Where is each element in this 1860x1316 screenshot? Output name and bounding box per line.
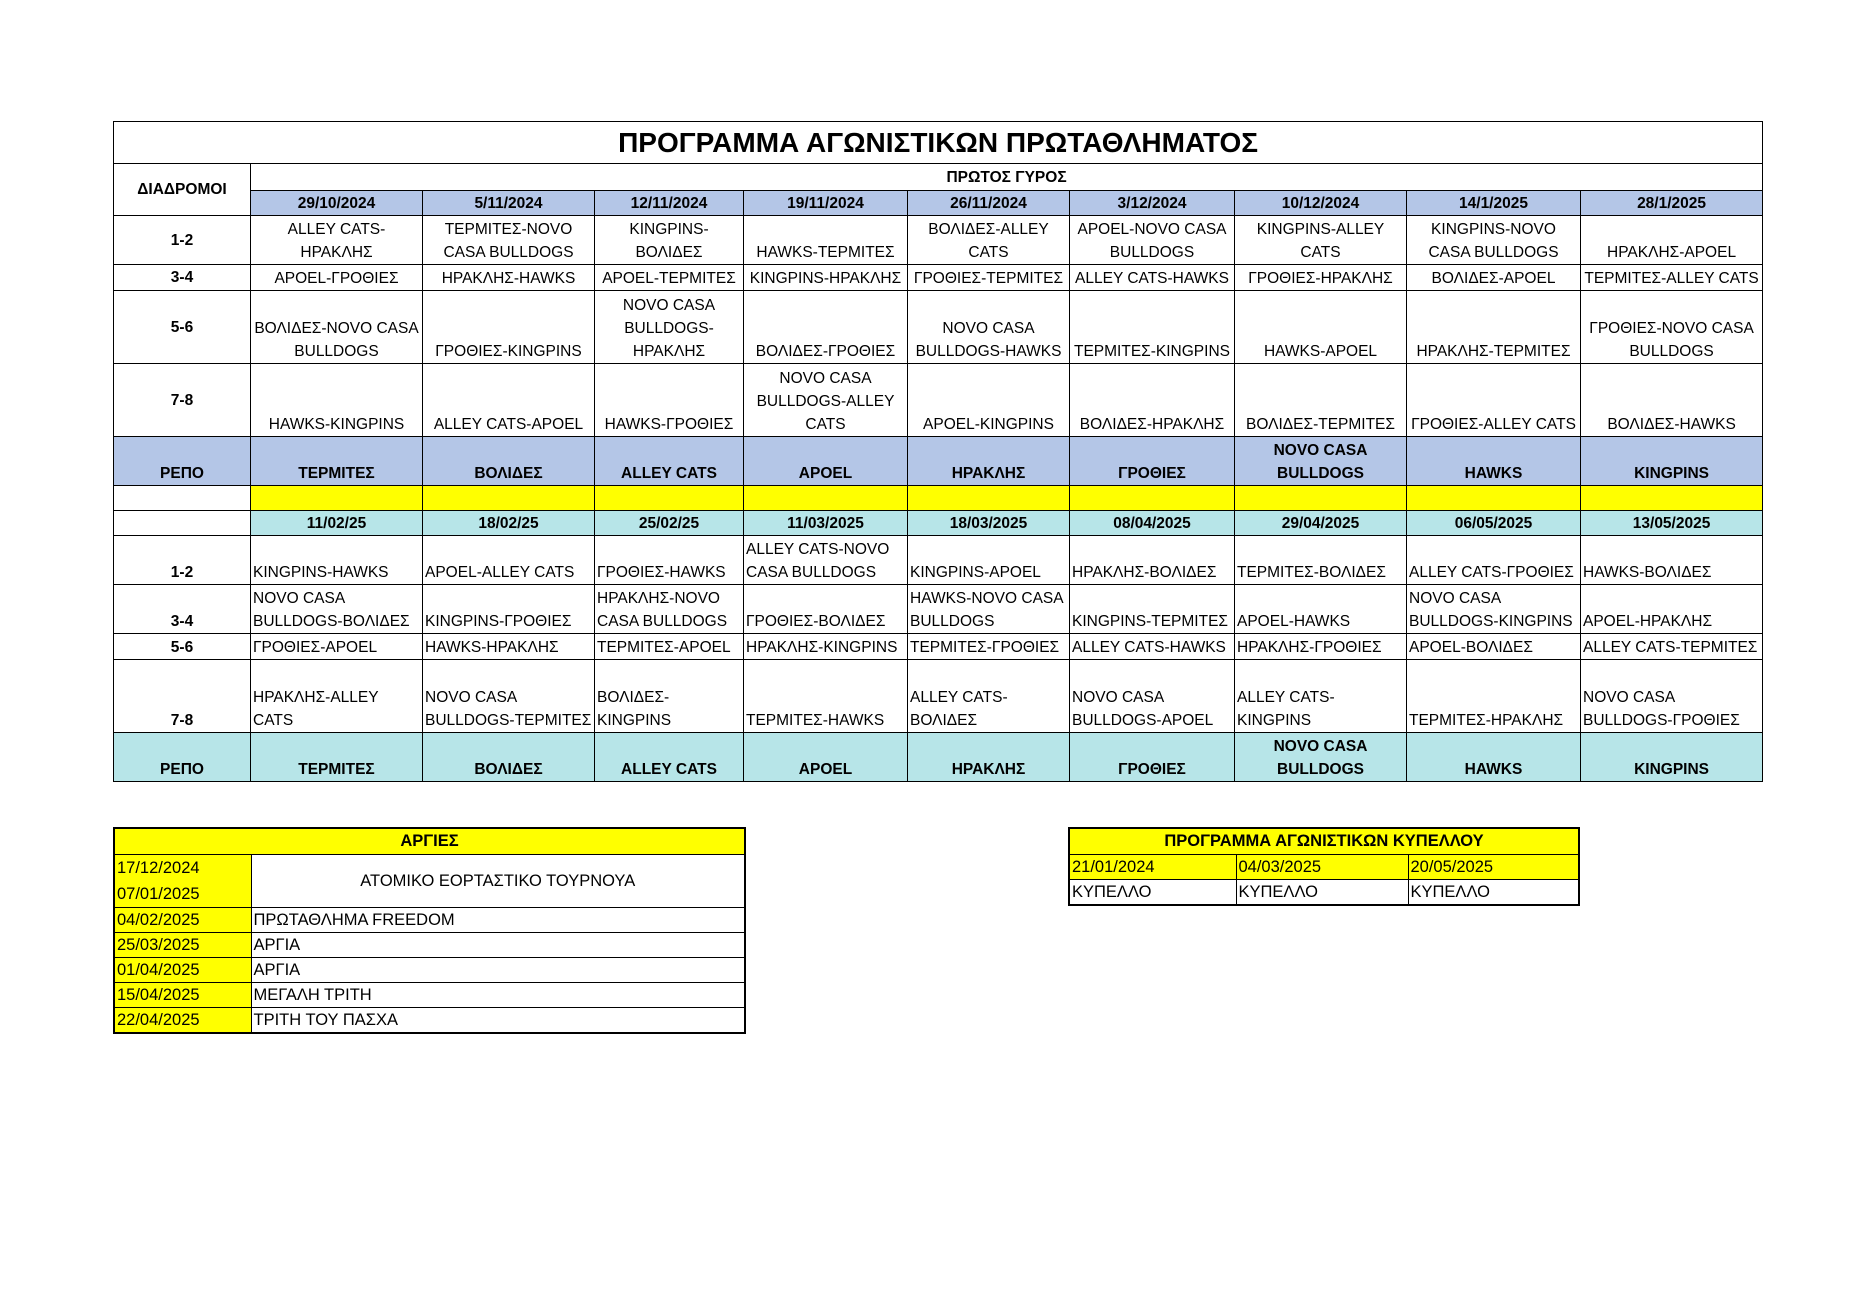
repo-row [114,437,1763,486]
match-cell: HAWKS-ΤΕΡΜΙΤΕΣ [744,216,908,265]
match-cell: ALLEY CATS-ΓΡΟΘΙΕΣ [1407,536,1581,585]
repo-team: NOVO CASA BULLDOGS [1235,733,1407,782]
repo-team: ΤΕΡΜΙΤΕΣ [251,733,423,782]
match-cell: KINGPINS-HAWKS [251,536,423,585]
match-cell: KINGPINS-APOEL [908,536,1070,585]
match-cell: KINGPINS-ΤΕΡΜΙΤΕΣ [1070,585,1235,634]
match-cell: HAWKS-ΓΡΟΘΙΕΣ [595,364,744,437]
match-cell: KINGPINS-NOVO CASA BULLDOGS [1407,216,1581,265]
match-cell: ΓΡΟΘΙΕΣ-ΤΕΡΜΙΤΕΣ [908,265,1070,291]
cup-date: 20/05/2025 [1408,855,1579,880]
repo-row [114,733,1763,782]
match-cell: NOVO CASA BULLDOGS-ALLEY CATS [744,364,908,437]
match-cell: KINGPINS-ALLEY CATS [1235,216,1407,265]
holiday-row [114,908,745,933]
cup-title: ΠΡΟΓΡΑΜΜΑ ΑΓΩΝΙΣΤΙΚΩΝ ΚΥΠΕΛΛΟΥ [1069,828,1579,855]
match-cell: ΤΕΡΜΙΤΕΣ-HAWKS [744,660,908,733]
match-cell: ΤΕΡΜΙΤΕΣ-ΗΡΑΚΛΗΣ [1407,660,1581,733]
match-cell: ΗΡΑΚΛΗΣ-ΒΟΛΙΔΕΣ [1070,536,1235,585]
match-date: 06/05/2025 [1407,511,1581,536]
match-cell: ΗΡΑΚΛΗΣ-ΓΡΟΘΙΕΣ [1235,634,1407,660]
match-date: 26/11/2024 [908,191,1070,216]
cup-date: 21/01/2024 [1069,855,1236,880]
match-cell: ALLEY CATS-KINGPINS [1235,660,1407,733]
cup-labels-row [1069,880,1579,906]
repo-team: ΤΕΡΜΙΤΕΣ [251,437,423,486]
holiday-date: 25/03/2025 [114,933,251,958]
repo-team: ΗΡΑΚΛΗΣ [908,733,1070,782]
match-date: 13/05/2025 [1581,511,1763,536]
repo-team: NOVO CASA BULLDOGS [1235,437,1407,486]
table-row [114,364,1763,437]
repo-team: KINGPINS [1581,437,1763,486]
match-date: 25/02/25 [595,511,744,536]
repo-team: KINGPINS [1581,733,1763,782]
match-cell: NOVO CASA BULLDOGS-HAWKS [908,291,1070,364]
match-cell: ΓΡΟΘΙΕΣ-HAWKS [595,536,744,585]
table-row [114,265,1763,291]
match-cell: HAWKS-KINGPINS [251,364,423,437]
league-schedule-table [113,121,1763,782]
match-cell: APOEL-ΓΡΟΘΙΕΣ [251,265,423,291]
match-cell: ΗΡΑΚΛΗΣ-HAWKS [423,265,595,291]
match-cell: ΤΕΡΜΙΤΕΣ-ΒΟΛΙΔΕΣ [1235,536,1407,585]
repo-team: HAWKS [1407,437,1581,486]
match-cell: NOVO CASA BULLDOGS-KINGPINS [1407,585,1581,634]
match-cell: ΓΡΟΘΙΕΣ-ALLEY CATS [1407,364,1581,437]
cup-label: ΚΥΠΕΛΛΟ [1408,880,1579,906]
repo-team: APOEL [744,437,908,486]
match-cell: ΓΡΟΘΙΕΣ-ΗΡΑΚΛΗΣ [1235,265,1407,291]
separator-cell [1581,486,1763,511]
separator-cell [1407,486,1581,511]
lanes-label: 3-4 [114,265,251,291]
match-cell: ΒΟΛΙΔΕΣ-HAWKS [1581,364,1763,437]
match-cell: ΒΟΛΙΔΕΣ-NOVO CASA BULLDOGS [251,291,423,364]
match-cell: ΗΡΑΚΛΗΣ-ΤΕΡΜΙΤΕΣ [1407,291,1581,364]
match-cell: ΗΡΑΚΛΗΣ-KINGPINS [744,634,908,660]
holiday-event: ΤΡΙΤΗ ΤΟΥ ΠΑΣΧΑ [251,1008,745,1034]
lanes-label: 7-8 [114,364,251,437]
holidays-title: ΑΡΓΙΕΣ [114,828,745,855]
match-cell: ΓΡΟΘΙΕΣ-APOEL [251,634,423,660]
match-date: 3/12/2024 [1070,191,1235,216]
table-row [114,291,1763,364]
holiday-row [114,983,745,1008]
lanes-label: 3-4 [114,585,251,634]
match-cell: ALLEY CATS-ΒΟΛΙΔΕΣ [908,660,1070,733]
match-date: 10/12/2024 [1235,191,1407,216]
match-date: 5/11/2024 [423,191,595,216]
match-cell: ΒΟΛΙΔΕΣ-ΗΡΑΚΛΗΣ [1070,364,1235,437]
match-date: 19/11/2024 [744,191,908,216]
round1-title: ΠΡΩΤΟΣ ΓΥΡΟΣ [251,164,1763,191]
repo-team: ΒΟΛΙΔΕΣ [423,733,595,782]
match-cell: HAWKS-ΒΟΛΙΔΕΣ [1581,536,1763,585]
match-cell: ΤΕΡΜΙΤΕΣ-APOEL [595,634,744,660]
match-date: 18/03/2025 [908,511,1070,536]
match-cell: APOEL-ALLEY CATS [423,536,595,585]
holiday-row [114,958,745,983]
match-date: 08/04/2025 [1070,511,1235,536]
lanes-label: 5-6 [114,291,251,364]
holiday-date-start: 17/12/2024 [117,859,200,877]
holiday-date: 01/04/2025 [114,958,251,983]
repo-team: APOEL [744,733,908,782]
repo-team: ΗΡΑΚΛΗΣ [908,437,1070,486]
match-cell: ALLEY CATS-ΤΕΡΜΙΤΕΣ [1581,634,1763,660]
repo-team: HAWKS [1407,733,1581,782]
match-cell: HAWKS-APOEL [1235,291,1407,364]
match-cell: APOEL-ΤΕΡΜΙΤΕΣ [595,265,744,291]
match-cell: NOVO CASA BULLDOGS-ΒΟΛΙΔΕΣ [251,585,423,634]
repo-team: ΓΡΟΘΙΕΣ [1070,733,1235,782]
match-cell: APOEL-HAWKS [1235,585,1407,634]
match-cell: APOEL-KINGPINS [908,364,1070,437]
match-cell: ΒΟΛΙΔΕΣ-ALLEY CATS [908,216,1070,265]
date-row-label [114,511,251,536]
holiday-event: ΑΤΟΜΙΚΟ ΕΟΡΤΑΣΤΙΚΟ ΤΟΥΡΝΟΥΑ [251,855,745,908]
match-cell: ΤΕΡΜΙΤΕΣ-NOVO CASA BULLDOGS [423,216,595,265]
holiday-event: ΠΡΩΤΑΘΛΗΜΑ FREEDOM [251,908,745,933]
holiday-date [114,855,251,908]
match-cell: NOVO CASA BULLDOGS-ΓΡΟΘΙΕΣ [1581,660,1763,733]
separator-cell [1235,486,1407,511]
match-cell: ALLEY CATS-ΗΡΑΚΛΗΣ [251,216,423,265]
cup-date: 04/03/2025 [1236,855,1408,880]
match-cell: ΗΡΑΚΛΗΣ-NOVO CASA BULLDOGS [595,585,744,634]
holiday-row [114,1008,745,1034]
match-cell: ΓΡΟΘΙΕΣ-NOVO CASA BULLDOGS [1581,291,1763,364]
match-cell: HAWKS-ΗΡΑΚΛΗΣ [423,634,595,660]
lanes-label: 5-6 [114,634,251,660]
match-cell: ALLEY CATS-HAWKS [1070,265,1235,291]
match-date: 11/02/25 [251,511,423,536]
separator-cell [1070,486,1235,511]
match-cell: KINGPINS-ΒΟΛΙΔΕΣ [595,216,744,265]
match-cell: ΓΡΟΘΙΕΣ-KINGPINS [423,291,595,364]
holiday-date: 15/04/2025 [114,983,251,1008]
match-cell: ΤΕΡΜΙΤΕΣ-ALLEY CATS [1581,265,1763,291]
match-date: 18/02/25 [423,511,595,536]
table-row [114,536,1763,585]
repo-team: ALLEY CATS [595,437,744,486]
match-cell: ΗΡΑΚΛΗΣ-APOEL [1581,216,1763,265]
match-date: 14/1/2025 [1407,191,1581,216]
table-row [114,585,1763,634]
table-row [114,634,1763,660]
match-cell: KINGPINS-ΓΡΟΘΙΕΣ [423,585,595,634]
match-cell: APOEL-NOVO CASA BULLDOGS [1070,216,1235,265]
table-row [114,216,1763,265]
match-cell: ΤΕΡΜΙΤΕΣ-KINGPINS [1070,291,1235,364]
repo-label: ΡΕΠΟ [114,733,251,782]
match-cell: NOVO CASA BULLDOGS-ΤΕΡΜΙΤΕΣ [423,660,595,733]
match-cell: NOVO CASA BULLDOGS-APOEL [1070,660,1235,733]
lanes-label: 7-8 [114,660,251,733]
match-cell: ΤΕΡΜΙΤΕΣ-ΓΡΟΘΙΕΣ [908,634,1070,660]
match-date: 28/1/2025 [1581,191,1763,216]
holiday-event: ΜΕΓΑΛΗ ΤΡΙΤΗ [251,983,745,1008]
match-cell: ΒΟΛΙΔΕΣ-APOEL [1407,265,1581,291]
match-cell: APOEL-ΒΟΛΙΔΕΣ [1407,634,1581,660]
separator-cell [251,486,423,511]
holidays-table [113,827,746,1034]
repo-label: ΡΕΠΟ [114,437,251,486]
lanes-label: 1-2 [114,536,251,585]
repo-team: ΒΟΛΙΔΕΣ [423,437,595,486]
match-cell: APOEL-ΗΡΑΚΛΗΣ [1581,585,1763,634]
match-date: 11/03/2025 [744,511,908,536]
cup-label: ΚΥΠΕΛΛΟ [1069,880,1236,906]
holiday-date-end: 07/01/2025 [117,885,200,903]
separator-label [114,486,251,511]
match-cell: HAWKS-NOVO CASA BULLDOGS [908,585,1070,634]
cup-schedule-table [1068,827,1580,906]
schedule-title: ΠΡΟΓΡΑΜΜΑ ΑΓΩΝΙΣΤΙΚΩΝ ΠΡΩΤΑΘΛΗΜΑΤΟΣ [114,122,1763,164]
match-cell: ALLEY CATS-HAWKS [1070,634,1235,660]
separator-row [114,486,1763,511]
separator-cell [744,486,908,511]
separator-cell [423,486,595,511]
holiday-event: ΑΡΓΙΑ [251,958,745,983]
match-cell: NOVO CASA BULLDOGS-ΗΡΑΚΛΗΣ [595,291,744,364]
holiday-date: 22/04/2025 [114,1008,251,1034]
cup-dates-row [1069,855,1579,880]
match-cell: ALLEY CATS-NOVO CASA BULLDOGS [744,536,908,585]
match-cell: ΒΟΛΙΔΕΣ-KINGPINS [595,660,744,733]
separator-cell [595,486,744,511]
lanes-label: 1-2 [114,216,251,265]
match-cell: ΒΟΛΙΔΕΣ-ΤΕΡΜΙΤΕΣ [1235,364,1407,437]
match-cell: ΗΡΑΚΛΗΣ-ALLEY CATS [251,660,423,733]
match-cell: ΒΟΛΙΔΕΣ-ΓΡΟΘΙΕΣ [744,291,908,364]
lanes-header: ΔΙΑΔΡΟΜΟΙ [114,164,251,216]
repo-team: ΓΡΟΘΙΕΣ [1070,437,1235,486]
match-date: 12/11/2024 [595,191,744,216]
holiday-date: 04/02/2025 [114,908,251,933]
holiday-event: ΑΡΓΙΑ [251,933,745,958]
separator-cell [908,486,1070,511]
match-cell: KINGPINS-ΗΡΑΚΛΗΣ [744,265,908,291]
match-date: 29/04/2025 [1235,511,1407,536]
cup-label: ΚΥΠΕΛΛΟ [1236,880,1408,906]
repo-team: ALLEY CATS [595,733,744,782]
holiday-row [114,933,745,958]
table-row [114,660,1763,733]
match-cell: ΓΡΟΘΙΕΣ-ΒΟΛΙΔΕΣ [744,585,908,634]
match-date: 29/10/2024 [251,191,423,216]
match-cell: ALLEY CATS-APOEL [423,364,595,437]
